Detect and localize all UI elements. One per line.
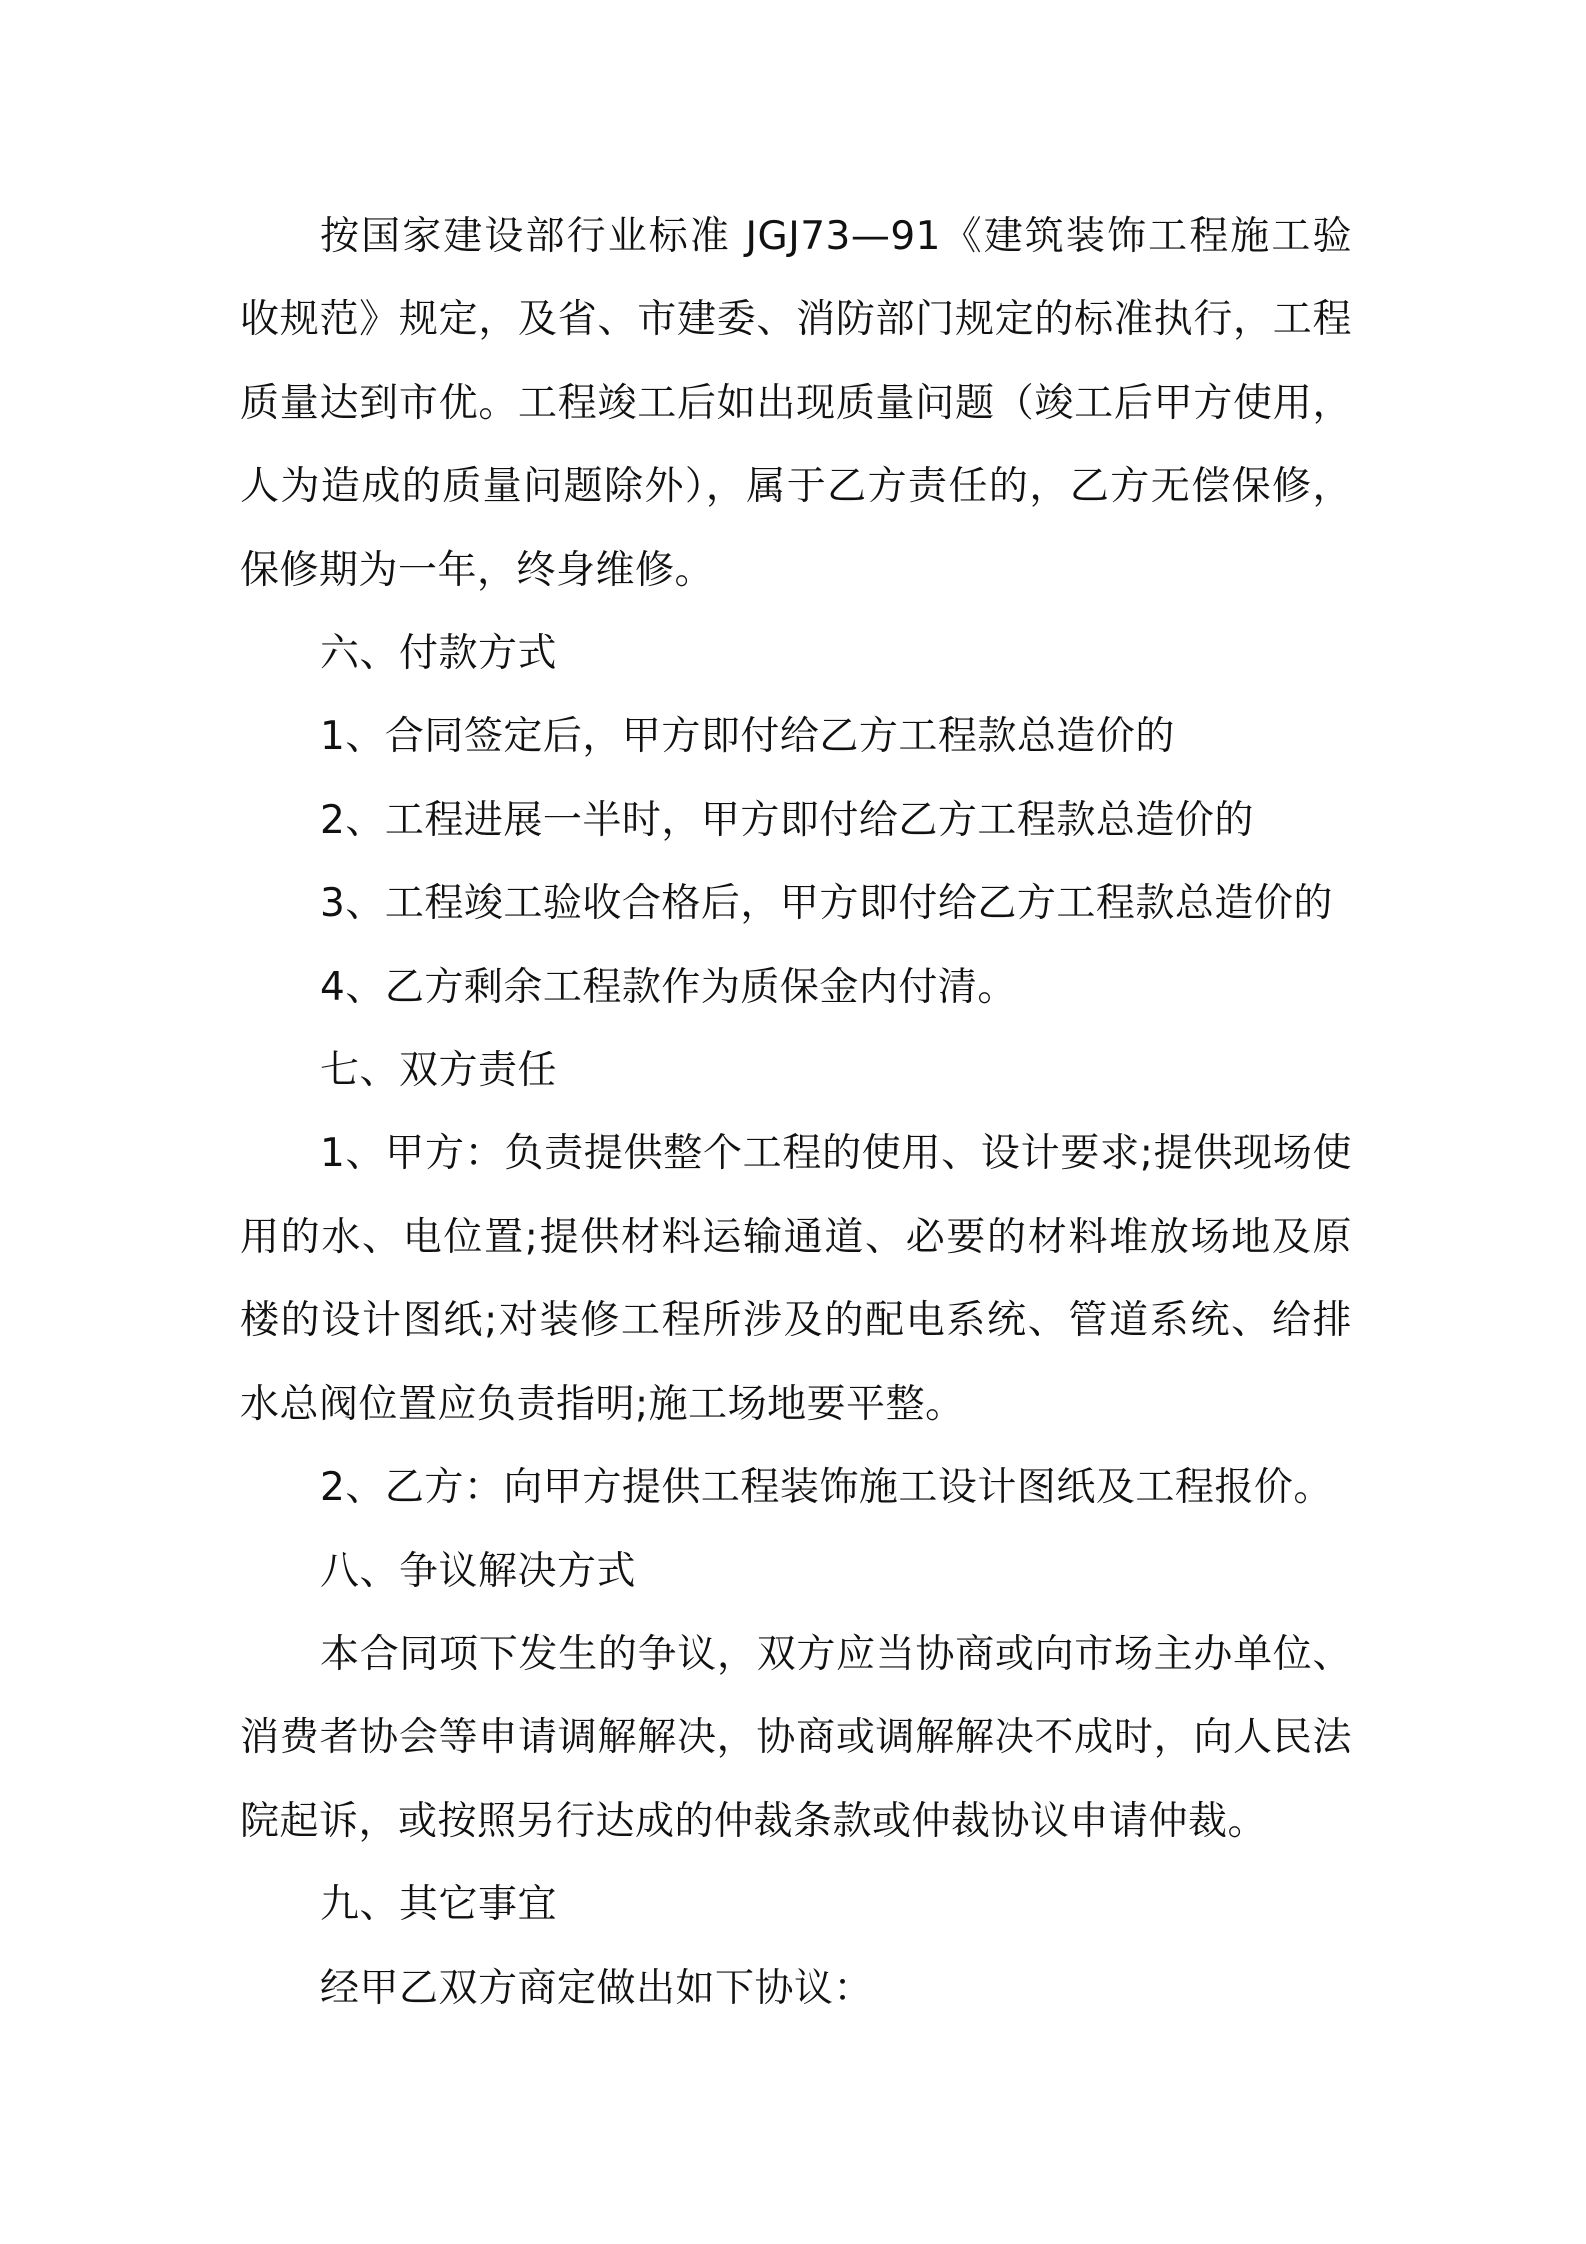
payment-item-3: 3、工程竣工验收合格后，甲方即付给乙方工程款总造价的 (320, 881, 1333, 927)
responsibility-party-a: 1、甲方：负责提供整个工程的使用、设计要求;提供现场使用的水、电位置;提供材料运输通道、必要的材料堆放场地及原楼的设计图纸;对装修工程所涉及的配电系统、管道系统、给排水总阀位置应负责指明;施工场地要平整。 (240, 1131, 1352, 1427)
heading-other-matters: 九、其它事宜 (320, 1882, 558, 1928)
heading-dispute-resolution: 八、争议解决方式 (320, 1548, 637, 1594)
paragraph-dispute-resolution: 本合同项下发生的争议，双方应当协商或向市场主办单位、消费者协会等申请调解解决，协商或调解解决不成时，向人民法院起诉，或按照另行达成的仲裁条款或仲裁协议申请仲裁。 (240, 1631, 1352, 1844)
paragraph-agreement-intro: 经甲乙双方商定做出如下协议： (320, 1965, 874, 2011)
payment-item-1: 1、合同签定后，甲方即付给乙方工程款总造价的 (320, 714, 1175, 760)
responsibility-party-b: 2、乙方：向甲方提供工程装饰施工设计图纸及工程报价。 (320, 1465, 1333, 1511)
paragraph-quality-standard: 按国家建设部行业标准 JGJ73—91《建筑装饰工程施工验收规范》规定，及省、市建委、消防部门规定的标准执行，工程质量达到市优。工程竣工后如出现质量问题（竣工后甲方使用，人为造成的质量问题除外），属于乙方责任的，乙方无偿保修，保修期为一年，终身维修。 (240, 214, 1352, 593)
payment-item-4: 4、乙方剩余工程款作为质保金内付清。 (320, 964, 1017, 1010)
payment-item-2: 2、工程进展一半时，甲方即付给乙方工程款总造价的 (320, 797, 1254, 843)
heading-payment-method: 六、付款方式 (320, 631, 558, 677)
document-page (240, 195, 1352, 2030)
heading-responsibilities: 七、双方责任 (320, 1048, 558, 1094)
